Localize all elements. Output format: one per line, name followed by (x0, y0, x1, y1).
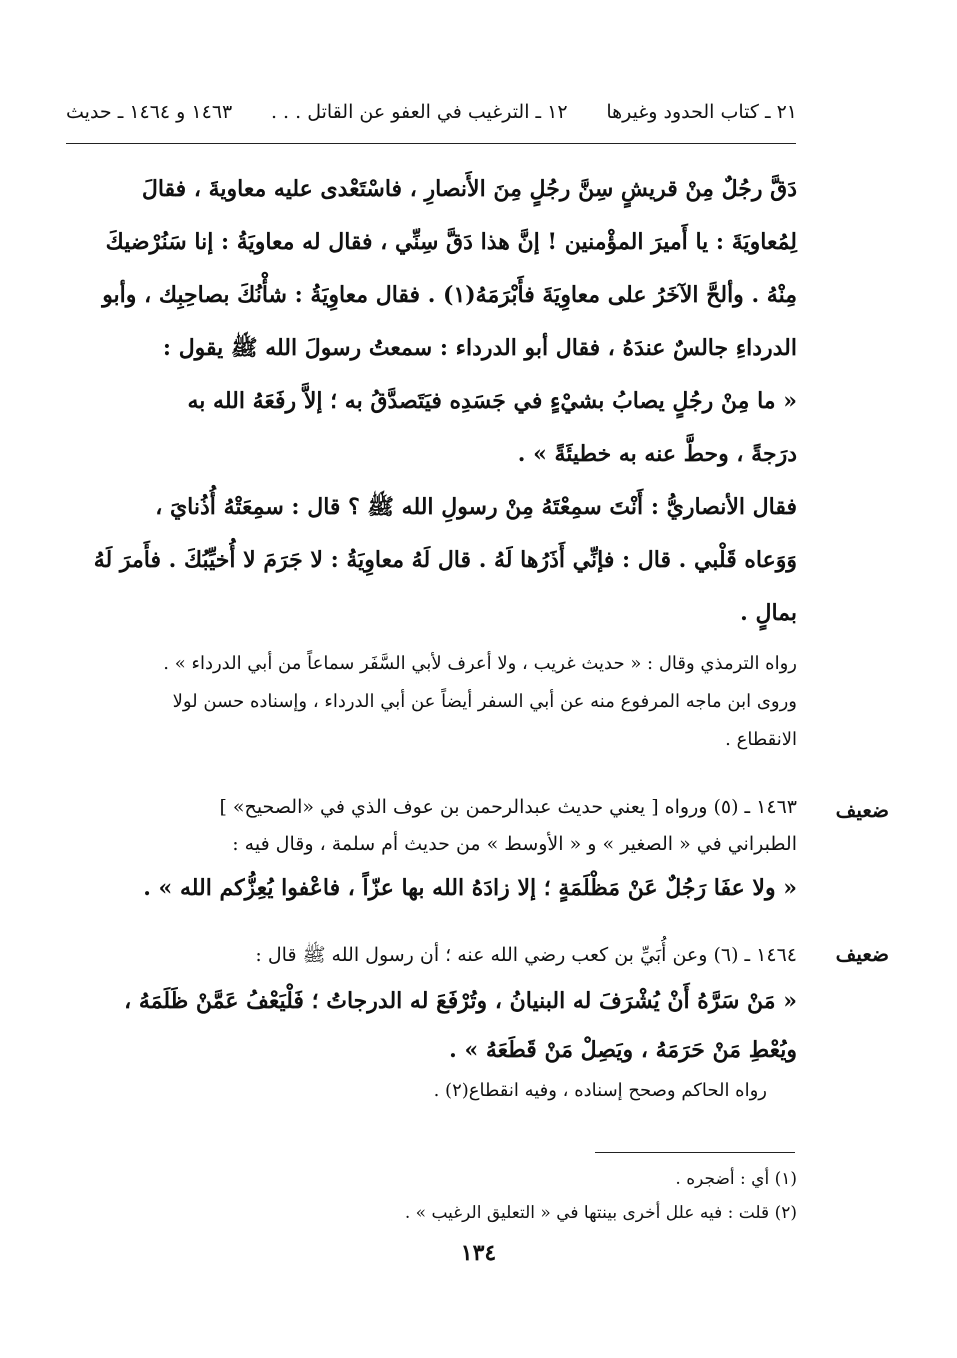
grade-label-1464: ضعيف (835, 942, 889, 966)
footnotes (67, 1162, 797, 1230)
narrative-line: بمالٍ . (740, 600, 797, 626)
takhrij-note (67, 645, 797, 759)
narrative-line: فقال الأنصاريُّ : أَنْتَ سمِعْتَهُ مِنْ رسولِ الله ﷺ ؟ قال : سمِعَتْهُ أُذُنايَ ، (155, 494, 797, 520)
note-line: الانقطاع . (725, 729, 797, 750)
hadith-quote-line: « مَنْ سَرَّهُ أَنْ يُشْرَفَ له البنيانُ ، وتُرْفَعَ له الدرجاتُ ؛ فَلْيَعْفُ عَمَّنْ ظَلَمَهُ ، (124, 988, 797, 1014)
hadith-line: ١٤٦٤ ـ (٦) وعن أُبَيِّ بن كعب رضي الله عنه ؛ أن رسول الله ﷺ قال : (255, 944, 797, 966)
narrative-line: وَوَعاه قَلْبي . قال : فإنِّي أَذَرُها لَهُ . قال لَهُ معاوِيَةُ : لا جَرَمَ لا أُخيِّبُكَ . فأَمرَ لَهُ (93, 547, 797, 573)
narrative-line: دَقَّ رجُلٌ مِنْ قريشٍ سِنَّ رجُلٍ مِنَ الأَنصارِ ، فاسْتَعْدى عليه معاويةَ ، فقالَ (141, 176, 797, 202)
hadith-1464 (67, 935, 797, 1110)
prophetic-quote-line: « ما مِنْ رجُلٍ يصابُ بشيْءٍ في جَسَدِه فيَتَصدَّقُ به ؛ إلاَّ رفَعَهُ الله به (187, 388, 797, 414)
header-rule (66, 143, 796, 144)
header-chapter: ٢١ ـ كتاب الحدود وغيرها (606, 101, 797, 123)
hadith-quote: « ولا عفَا رَجُلٌ عَنْ مَظْلَمَةٍ ؛ إلا زادَهُ الله بها عزّاً ، فاعْفوا يُعِزُّكم الله » . (143, 875, 797, 901)
running-header (66, 97, 797, 127)
footnote: (٢) قلت : فيه علل أخرى بينتها في « التعليق الرغيب » . (404, 1203, 797, 1223)
hadith-narrative (67, 163, 797, 640)
note-line: وروى ابن ماجه المرفوع منه عن أبي السفر أيضاً عن أبي الدرداء ، وإسناده حسن لولا (172, 691, 797, 712)
narrative-line: لِمُعاويَةَ : يا أَميرَ المؤْمنين ! إنَّ هذا دَقَّ سِنِّي ، فقال له معاويَةُ : إنا سَنُرْضيكَ (105, 229, 797, 255)
header-hadith-range: ١٤٦٣ و ١٤٦٤ ـ حديث (66, 101, 233, 123)
prophetic-quote-line: درَجةً ، وحطَّ عنه به خطيئَةً » . (517, 441, 797, 467)
hadith-line: الطبراني في « الصغير » و « الأوسط » من حديث أم سلمة ، وقال فيه : (232, 833, 797, 855)
page-number: ١٣٤ (460, 1240, 497, 1266)
hadith-quote-line: ويُعْطِ مَنْ حَرَمَهُ ، ويَصِلْ مَنْ قَطَعَهُ » . (449, 1037, 797, 1063)
hadith-1463 (67, 786, 797, 916)
footnote: (١) أي : أضجره . (675, 1169, 797, 1189)
hadith-note: رواه الحاكم وصحح إسناده ، وفيه انقطاع(٢) . (433, 1080, 767, 1101)
narrative-line: الدرداءِ جالسٌ عندَهُ ، فقال أبو الدرداء : سمعتُ رسولَ الله ﷺ يقول : (162, 335, 797, 361)
narrative-line: مِنْهُ . وألحَّ الآخَرُ على معاوِيَةَ فأَبْرَمَهُ(١) . فقال معاوِيَةُ : شأْنُكَ بصاحِبِك ، وأبو (102, 282, 797, 308)
note-line: رواه الترمذي وقال : « حديث غريب ، ولا أعرف لأبي السَّفَر سماعاً من أبي الدرداء » . (163, 653, 797, 674)
header-section: ١٢ ـ الترغيب في العفو عن القاتل . . . (270, 101, 568, 123)
hadith-line: ١٤٦٣ ـ (٥) ورواه [ يعني حديث عبدالرحمن بن عوف الذي في «الصحيح» ] (219, 796, 797, 818)
footnote-rule (595, 1152, 795, 1153)
grade-label-1463: ضعيف (835, 798, 889, 822)
